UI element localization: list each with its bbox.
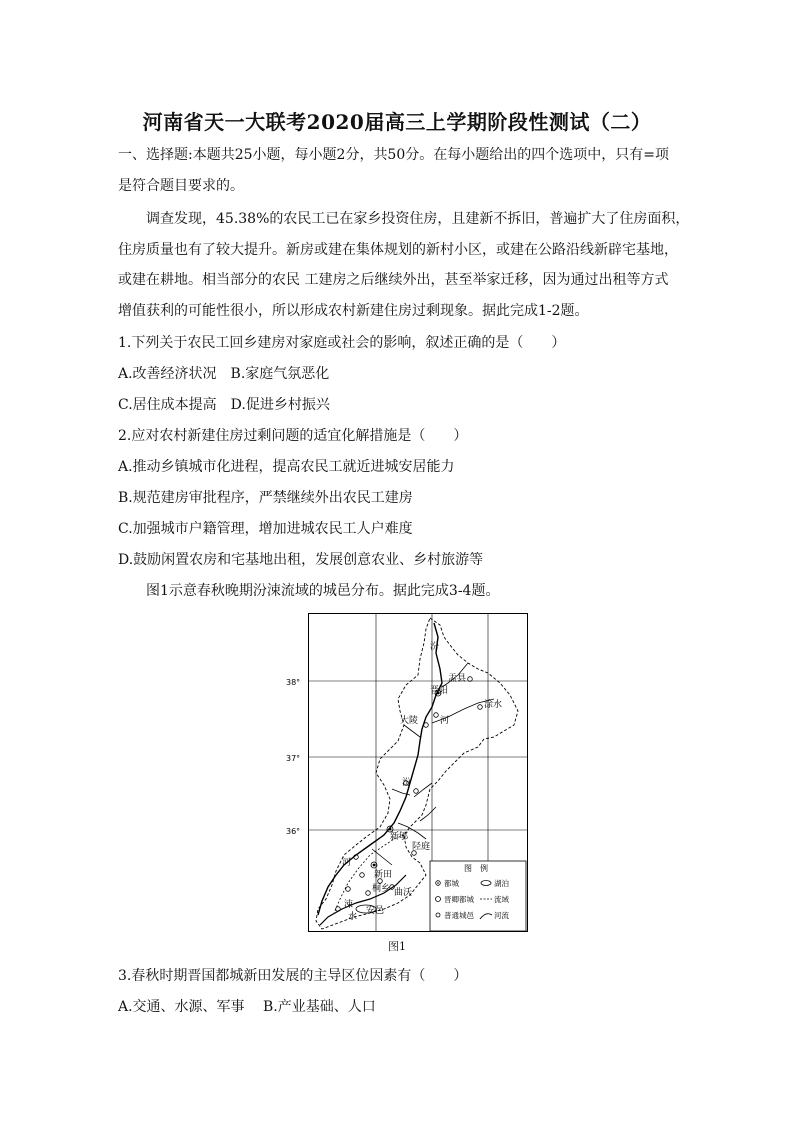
legend-item: 普通城邑: [444, 911, 474, 920]
question-2-option-c: C.加强城市户籍管理，增加进城农民工人户难度: [118, 521, 413, 537]
legend-title: 图 例: [464, 864, 488, 873]
place-label: 汾: [402, 778, 412, 788]
place-label: 汾: [430, 642, 440, 652]
passage-line: 或建在耕地。相当部分的农民 工建房之后继续外出，甚至举家迁移，因为通过出租等方式: [118, 272, 669, 288]
lat-label: 38°: [286, 678, 301, 687]
question-1-options: C.居住成本提高 D.促进乡村振兴: [118, 397, 330, 413]
place-label: 晋阳: [430, 686, 449, 696]
section-heading-line1: 一、选择题:本题共25小题，每小题2分，共50分。在每小题给出的四个选项中，只有=项: [118, 147, 669, 163]
legend-item: 都城: [444, 879, 459, 888]
figure-caption: 图1: [388, 940, 406, 953]
legend-item: 流域: [494, 895, 509, 904]
question-2-option-d: D.鼓励闲置农房和宅基地出租，发展创意农业、乡村旅游等: [118, 552, 484, 568]
place-label: 河: [342, 858, 352, 868]
place-label: 大陵: [400, 716, 419, 726]
section-heading-line2: 是符合题目要求的。: [118, 178, 244, 194]
place-label: 河: [440, 716, 450, 726]
passage-line: 住房质量也有了较大提升。新房或建在集体规划的新村小区，或建在公路沿线新辟宅基地，: [118, 242, 678, 258]
question-2-option-b: B.规范建房审批程序，严禁继续外出农民工建房: [118, 490, 413, 506]
question-1-options: A.改善经济状况 B.家庭气氛恶化: [118, 366, 330, 382]
question-3-stem: 3.春秋时期晋国都城新田发展的主导区位因素有（ ）: [118, 968, 468, 984]
place-label: 新田: [374, 870, 393, 880]
question-2-stem: 2.应对农村新建住房过剩问题的适宜化解措施是（ ）: [118, 428, 468, 444]
place-label: 涂水: [484, 700, 503, 710]
passage-line: 增值获利的可能性很小，所以形成农村新建住房过剩现象。据此完成1-2题。: [118, 303, 589, 319]
place-label: 曲沃: [394, 888, 413, 898]
place-label: 新郇: [390, 832, 409, 842]
legend-item: 河流: [494, 911, 509, 920]
paper-title: 河南省天一大联考2020届高三上学期阶段性测试（二）: [142, 110, 652, 134]
place-label: 安邑: [366, 906, 385, 916]
su-river: [320, 875, 406, 925]
place-label: 盂县: [448, 674, 467, 684]
question-2-option-a: A.推动乡镇城市化进程，提高农民工就近进城安居能力: [118, 459, 455, 475]
figure-intro: 图1示意春秋晚期汾涑流域的城邑分布。据此完成3-4题。: [146, 583, 500, 599]
question-3-options: A.交通、水源、军事 B.产业基础、人口: [118, 999, 376, 1015]
legend-item: 晋卿都城: [444, 895, 474, 904]
passage-line: 调查发现，45.38%的农民工已在家乡投资住房，且建新不拆旧，普遍扩大了住房面积，: [146, 211, 690, 227]
place-label: 桐乡: [372, 884, 391, 894]
question-1-stem: 1.下列关于农民工回乡建房对家庭或社会的影响，叙述正确的是（ ）: [118, 335, 566, 351]
place-label: 水: [348, 912, 358, 922]
place-label: 陉庭: [412, 842, 431, 852]
map-legend: [430, 861, 526, 931]
fen-su-basin-map: [286, 613, 528, 933]
legend-item: 湖泊: [494, 879, 509, 888]
lat-label: 36°: [286, 827, 301, 836]
lat-label: 37°: [286, 754, 301, 763]
place-label: 涑: [344, 900, 354, 910]
